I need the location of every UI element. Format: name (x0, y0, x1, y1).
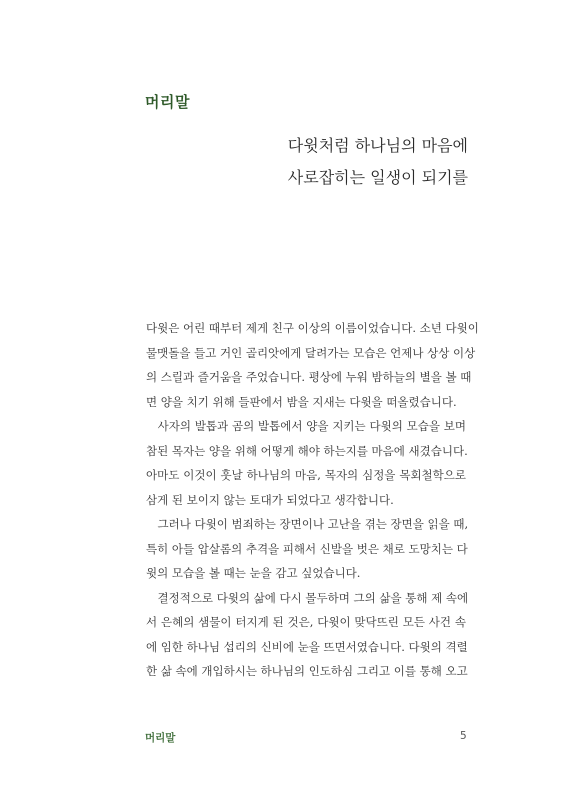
epigraph (288, 130, 468, 194)
page-heading: 머리말 (145, 93, 190, 111)
body-line: 참된 목자는 양을 위해 어떻게 해야 하는지를 마음에 새겼습니다. (146, 443, 468, 458)
body-line: 특히 아들 압살롬의 추격을 피해서 신발을 벗은 채로 도망치는 다 (146, 541, 468, 556)
body-line: 의 스릴과 즐거움을 주었습니다. 평상에 누워 밤하늘의 별을 볼 때 (146, 370, 472, 384)
body-line: 아마도 이것이 훗날 하나님의 마음, 목자의 심정을 목회철학으로 (146, 468, 466, 482)
body-text (146, 316, 479, 684)
epigraph-line: 사로잡히는 일생이 되기를 (287, 168, 468, 187)
body-line: 그러나 다윗이 범죄하는 장면이나 고난을 겪는 장면을 읽을 때, (146, 517, 469, 531)
body-line: 삼게 된 보이지 않는 토대가 되었다고 생각합니다. (146, 492, 394, 507)
body-line: 서 은혜의 샘물이 터지게 된 것은, 다윗이 맞닥뜨린 모든 사건 속 (146, 615, 466, 629)
body-line: 다윗은 어린 때부터 제게 친구 이상의 이름이었습니다. 소년 다윗이 (146, 321, 479, 335)
page-number: 5 (460, 730, 467, 742)
footer-section-title: 머리말 (145, 732, 176, 744)
body-line: 면 양을 치기 위해 들판에서 밤을 지새는 다윗을 떠올렸습니다. (146, 394, 457, 409)
body-line: 물맷돌을 들고 거인 골리앗에게 달려가는 모습은 언제나 상상 이상 (146, 345, 476, 360)
body-line: 결정적으로 다윗의 삶에 다시 몰두하며 그의 삶을 통해 제 속에 (146, 590, 469, 605)
body-line: 한 삶 속에 개입하시는 하나님의 인도하심 그리고 이를 통해 오고 (146, 664, 468, 678)
epigraph-line: 다윗처럼 하나님의 마음에 (287, 136, 468, 155)
body-line: 에 임한 하나님 섭리의 신비에 눈을 뜨면서였습니다. 다윗의 격렬 (146, 639, 468, 654)
body-line: 사자의 발톱과 곰의 발톱에서 양을 지키는 다윗의 모습을 보며 (146, 419, 466, 433)
body-line: 윗의 모습을 볼 때는 눈을 감고 싶었습니다. (146, 566, 361, 580)
